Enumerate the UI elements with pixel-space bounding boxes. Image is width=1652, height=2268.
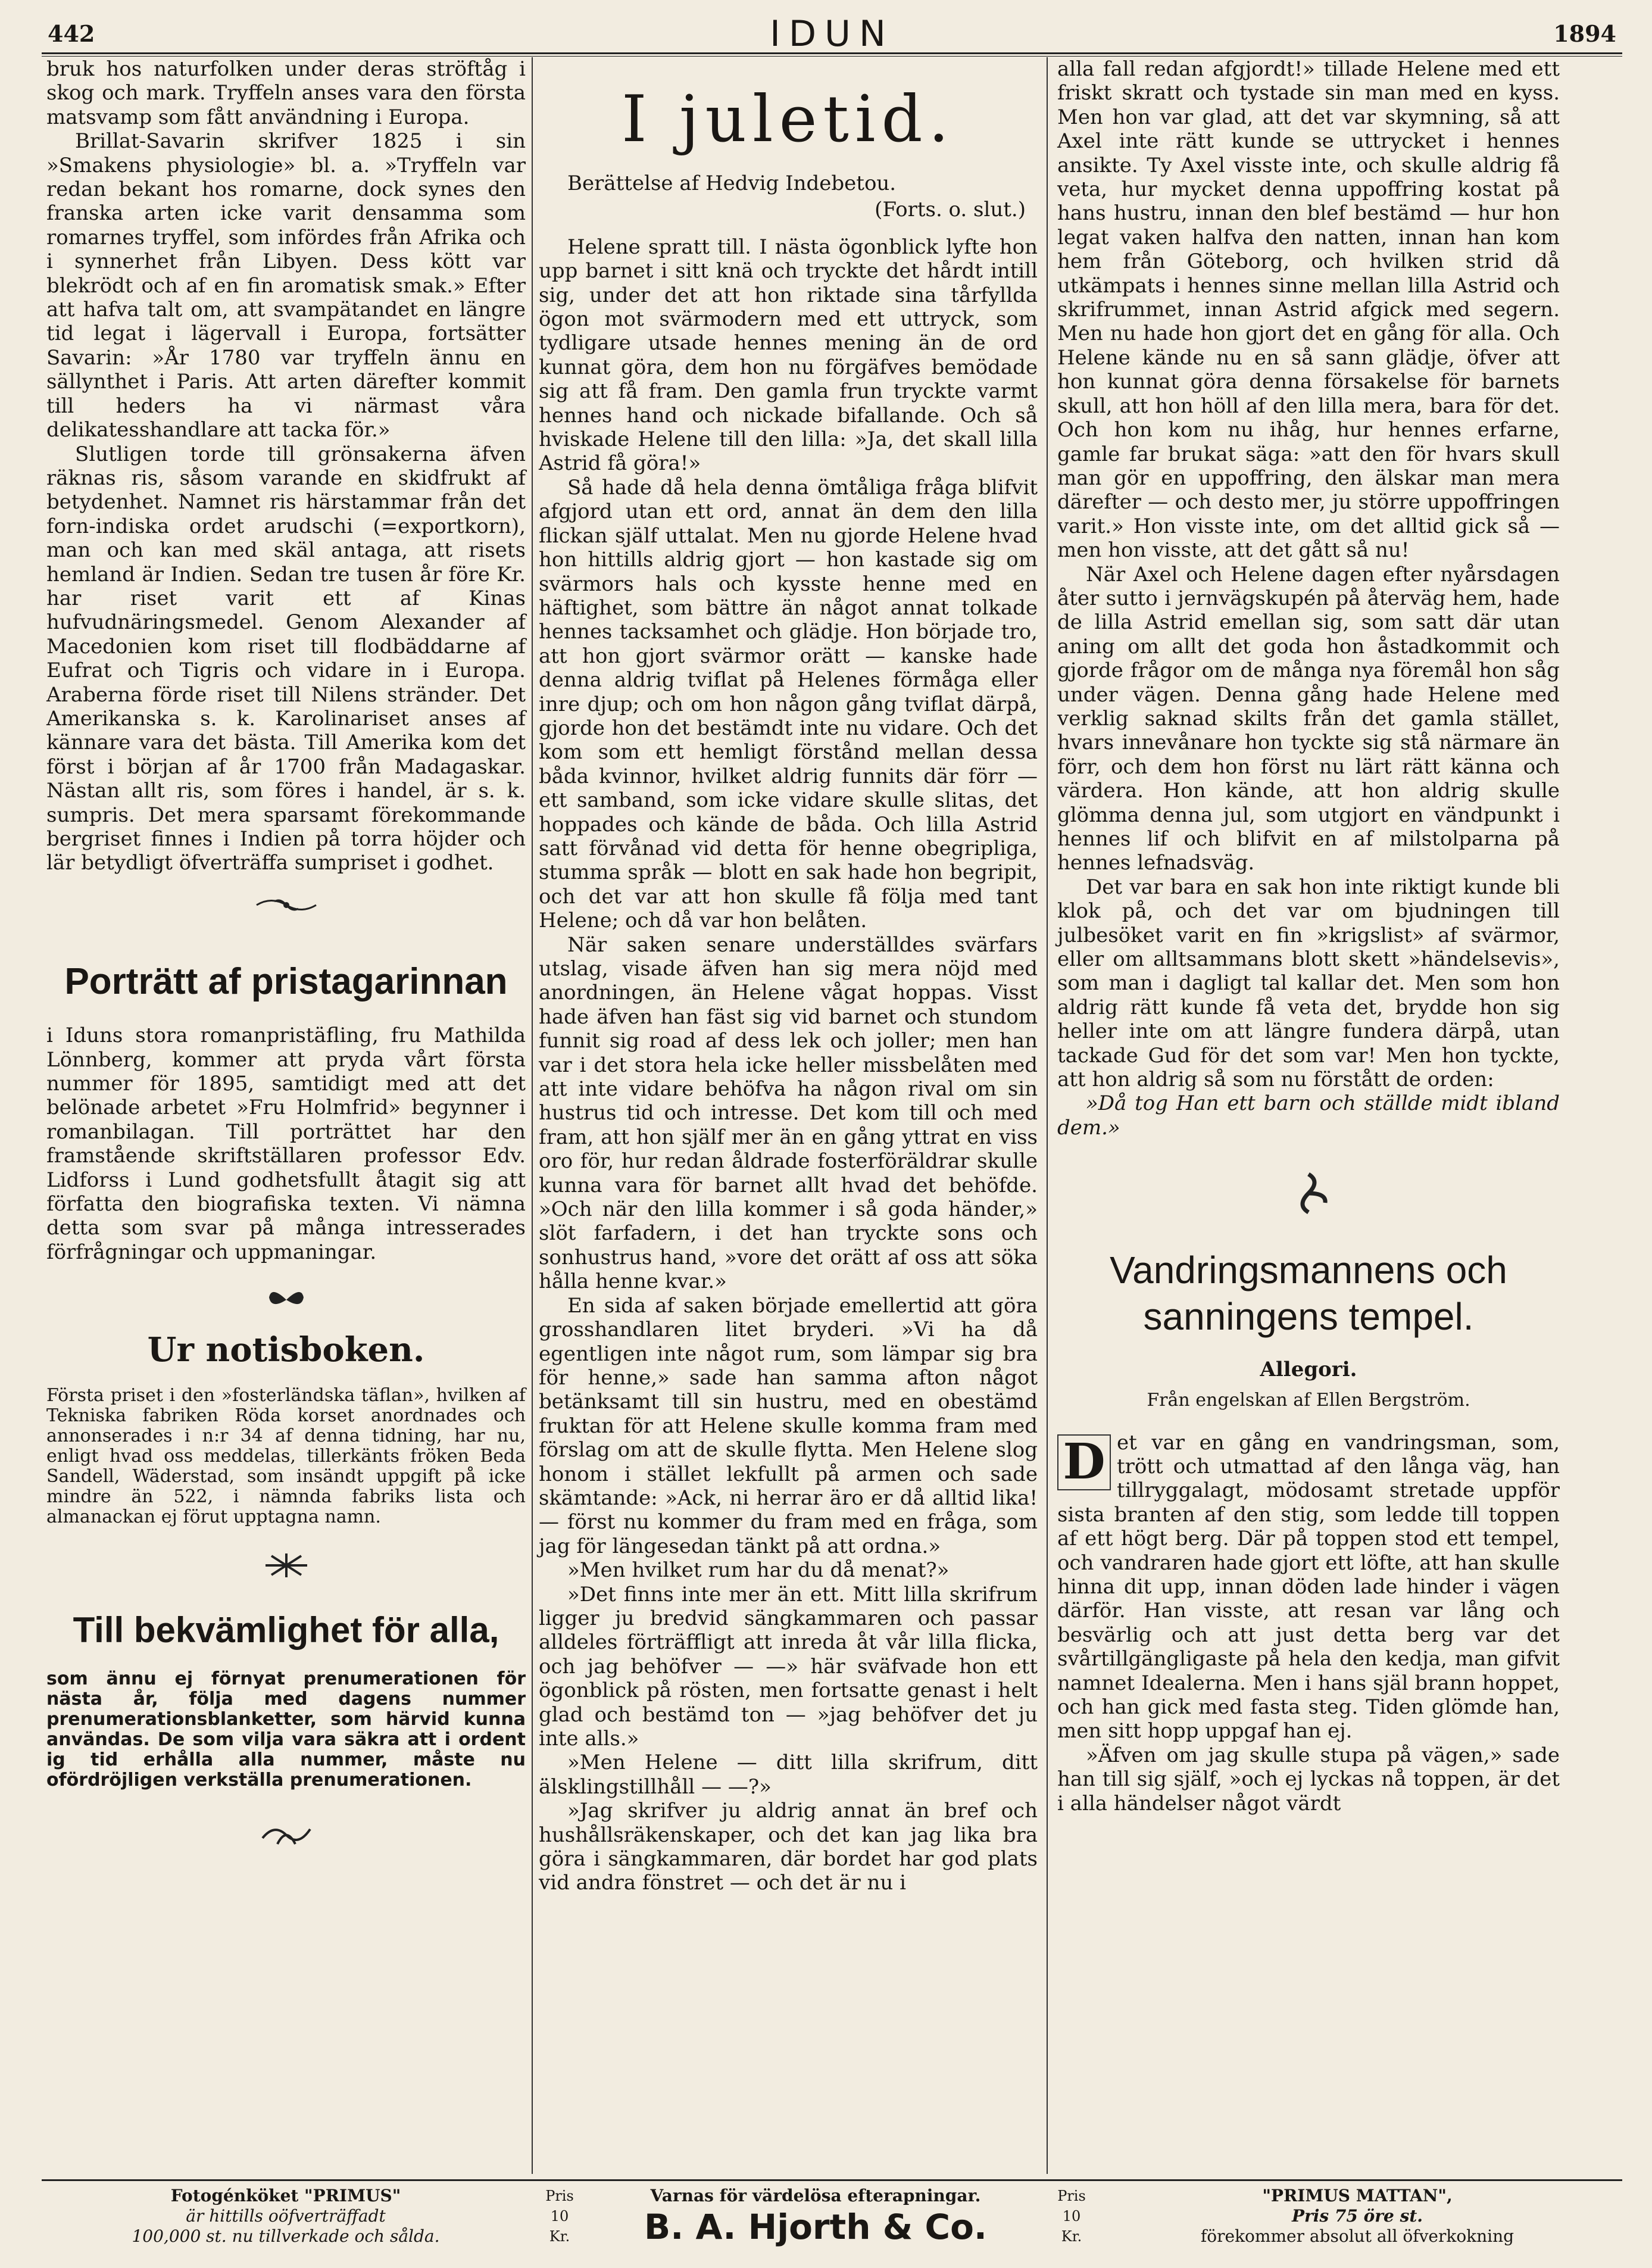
drop-cap: D: [1057, 1434, 1111, 1490]
advertisement-strip: [42, 2179, 1622, 2268]
subscription-notice: som ännu ej förnyat prenumerationen för nästa år, följa med dagens nummer prenumerationsblanketter, som härvid kunna användas. De som vilja vara säkra att i ordent ig tid erhålla alla nummer, måste nu ofördröjligen verkställa prenumerationen.: [46, 1668, 526, 1790]
column-divider-1: [532, 57, 533, 2174]
allegory-paragraph: et var en gång en vandringsman, som, trött och utmattad af den långa väg, han tillryggalagt, mödosamt stretade uppför sista branten af den stig, som ledde till toppen af ett högt berg. Där på toppen stod ett tempel, och vandraren hade gjort ett löfte, att han skulle hinna dit upp, innan döden lade hinder i vägen därför. Han visste, att resan var lång och besvärlig och att just detta berg var det svårtillgängligaste på hela den kedja, man gifvit namnet Idealerna. Men i hans själ brann hoppet, och han gick med fasta steg. Tiden glömde han, men sitt hopp uppgaf han ej.: [1057, 1430, 1560, 1743]
price-label: Pris 10 Kr.: [545, 2188, 574, 2245]
mattan-ad-heading: "PRIMUS MATTAN",: [1262, 2186, 1453, 2205]
story-paragraph: När saken senare underställdes svärfars utslag, visade äfven han sig mera nöjd med anordningen, än Helene vågat hoppas. Visst hade äfven han fäst sig vid barnet och stundom funnit sig road af dess lek och joller; men han var i det stora hela icke heller missbelåten med att inte vidare behöfva ha någon rival om sin hustrus tid och intresse. Det kom till och med fram, att hon själf mer än en gång yttrat en viss oro för, hur redan åldrade fosterföräldrar skulle kunna vara för barnet allt hvad det behöfde. »Och när den lilla kommer i så goda händer,» slöt farfadern, i det han tryckte sons och sonhustrus hand, »vore det orätt af oss att söka hålla henne kvar.»: [539, 932, 1038, 1294]
story-continuation: (Forts. o. slut.): [875, 198, 1026, 222]
page-header: [42, 13, 1622, 55]
notis-text: Första priset i den »fosterländska täflan», hvilken af Tekniska fabriken Röda korset anordnades och annonserades i n:r 34 af denna tidning, har nu, enligt hvad oss meddelas, tillerkänts fröken Beda Sandell, Wäderstad, som insändt uppgift på icke mindre än 522, i nämnda fabriks lista och almanackan ej förut upptagna namn.: [46, 1385, 526, 1528]
butterfly-ornament: [46, 1286, 526, 1319]
price-sidebar-right: [1054, 2186, 1089, 2263]
mattan-ad-price: Pris 75 öre st.: [1291, 2206, 1423, 2226]
column-1: [46, 57, 526, 1864]
masthead-title: IDUN: [770, 13, 894, 55]
price-label: Pris 10 Kr.: [1057, 2188, 1086, 2245]
page-number: 442: [48, 20, 95, 47]
portrait-heading: Porträtt af pristagarinnan: [64, 961, 508, 1003]
page-year: 1894: [1553, 20, 1616, 47]
col1-paragraph: bruk hos naturfolken under deras ströftåg i skog och mark. Tryffeln anses vara den första matsvamp som fått användning i Europa.: [46, 57, 526, 129]
story-title: I juletid.: [622, 82, 955, 157]
story-paragraph: »Men hvilket rum har du då menat?»: [567, 1558, 950, 1583]
story-paragraph: Helene spratt till. I nästa ögonblick lyfte hon upp barnet i sitt knä och tryckte det hårdt intill sig, under det att hon riktade sina tårfyllda ögon mot svärmodern med ett uttryck, som tydligare utsade hennes mening än de ord kunnat göra, dem hon nu förgäfves bemödade sig att få fram. Den gamla frun tryckte varmt hennes hand och nickade bifallande. Och så hviskade Helene till den lilla: »Ja, det skall lilla Astrid få göra!»: [539, 235, 1038, 476]
bekv-heading: Till bekvämlighet för alla,: [73, 1609, 499, 1650]
mattan-ad-line: förekommer absolut all öfverkokning: [1200, 2226, 1514, 2246]
bottom-ornament: [46, 1820, 526, 1853]
column-3: [1057, 57, 1560, 1815]
primus-ad-heading: Fotogénköket "PRIMUS": [170, 2186, 401, 2205]
story-paragraph: En sida af saken började emellertid att göra grosshandlaren litet bryderi. »Vi ha då egentligen inte något rum, som lämpar sig bra för henne,» sade han samma afton något betänksamt till sin hustru, med en obestämd fruktan för att Helene skulle komma fram med förslag om att de skulle flytta. Men Helene slog honom i stället lekfullt på armen och sade skämtande: »Ack, ni herrar äro er då alltid lika! — först nu kommer du fram med en fråga, som jag för längesedan tänkt på att ordna.»: [539, 1293, 1038, 1558]
column-2: [539, 57, 1038, 1895]
price-sidebar-left: [542, 2186, 577, 2263]
hjorth-ad: [580, 2186, 1051, 2263]
allegory-translator: Från engelskan af Ellen Bergström.: [1147, 1390, 1470, 1411]
story-paragraph: »Jag skrifver ju aldrig annat än bref och hushållsräkenskaper, och det kan jag lika bra göra i sängkammaren, där bordet har god plats vid andra fönstret — och det är nu i: [539, 1799, 1038, 1895]
allegory-subtitle: Allegori.: [1260, 1357, 1357, 1381]
col1-paragraph: Slutligen torde till grönsakerna äfven räknas ris, såsom varande en skidfrukt af betydenhet. Namnet ris härstammar från det forn-indiska ordet arudschi (=exportkorn), man och kan med skäl antaga, att risets hemland är Indien. Sedan tre tusen år före Kr. har riset varit ett af Kinas hufvudnäringsmedel. Genom Alexander af Macedonien kom riset till flodbäddarne af Eufrat och Tigris och vidare in i Europa. Araberna förde riset till Nilens stränder. Det Amerikanska s. k. Karolinariset anses af kännare vara det bästa. Till Amerika kom det först i början af år 1700 från Madagaskar. Nästan allt ris, som föres i handel, är s. k. sumpris. Det mera sparsamt förekommande bergriset finnes i Indien på torra höjder och lär betydligt öfverträffa sumpriset i godhet.: [46, 442, 526, 875]
story-paragraph: Så hade då hela denna ömtåliga fråga blifvit afgjord utan ett ord, annat än dem den lilla flickan själf uttalat. Men nu gjorde Helene hvad hon hittills aldrig gjort — hon kastade sig om svärmors hals och kysste henne med en häftighet, som bättre än något annat tolkade hennes tacksamhet och glädje. Hon började tro, att hon gjort svärmor orätt — kanske hade denna aldrig tviflat på Helenes förmåga eller inre djup; och om hon någon gång tviflat därpå, gjorde hon det bestämdt inte nu vidare. Och det kom som ett hemligt förstånd mellan dessa båda kvinnor, hvilket aldrig funnits där förr — ett samband, som icke vidare skulle slitas, det hoppades och kände de båda. Och lilla Astrid satt förvånad vid detta för henne obegripliga, stumma språk — blott en sak hade hon begripit, och det var att hon skulle få följa med tant Helene; och då var hon belåten.: [539, 475, 1038, 933]
story-paragraph: »Det finns inte mer än ett. Mitt lilla skrifrum ligger ju bredvid sängkammaren och passar alldeles förträffligt att inreda åt vår lilla flicka, och jag behöfver — —» här sväfvade hon ett ögonblick på rösten, men fortsatte genast i helt glad och bestämd ton — »jag behöfver det ju inte alls.»: [539, 1582, 1038, 1751]
header-rule-thin: [42, 56, 1622, 57]
primus-ad-line: är hittills oöfverträffadt: [186, 2206, 386, 2226]
hjorth-ad-warning: Varnas för värdelösa efterapningar.: [650, 2186, 981, 2205]
primus-ad: [42, 2186, 530, 2263]
fleuron-ornament: [46, 893, 526, 922]
story-closing-quote: »Då tog Han ett barn och ställde midt ibland dem.»: [1057, 1091, 1560, 1140]
story-paragraph: Det var bara en sak hon inte riktigt kunde bli klok på, och det var om bjudningen till julbesöket varit en fin »krigslist» af svärmor, eller om alltsammans blott skett »händelsevis», som man i dagligt tal kallar det. Men som hon aldrig rätt kunde få veta det, brydde hon sig heller inte om att längre fundera därpå, utan tackade Gud för det som var! Men hon tyckte, att hon aldrig så som nu förstått de orden:: [1057, 875, 1560, 1092]
hjorth-ad-company: B. A. Hjorth & Co.: [644, 2207, 987, 2247]
story-byline: Berättelse af Hedvig Indebetou.: [567, 171, 897, 195]
notis-heading: Ur notisboken.: [147, 1330, 425, 1369]
portrait-notice: i Iduns stora romanpristäfling, fru Mathilda Lönnberg, kommer att pryda vårt första nummer för 1895, samtidigt med att det belönade arbetet »Fru Holmfrid» begynner i romanbilagan. Till porträttet har den framstående skriftställaren professor Edv. Lidforss i Lund godhetsfullt åtagit sig att författa den biografiska texten. Vi nämna detta som svar på många intresserades förfrågningar och uppmaningar.: [46, 1024, 526, 1264]
primus-ad-line: 100,000 st. nu tillverkade och sålda.: [132, 2226, 440, 2246]
swash-ornament: [1057, 1169, 1560, 1222]
flourish-ornament: [46, 1548, 526, 1589]
allegory-paragraph: »Äfven om jag skulle stupa på vägen,» sade han till sig själf, »och ej lyckas nå toppen, är det i alla händelser något värdt: [1057, 1743, 1560, 1815]
header-rule: [42, 52, 1622, 54]
col1-paragraph: Brillat-Savarin skrifver 1825 i sin »Smakens physiologie» bl. a. »Tryffeln var redan bekant hos romarne, dock synes den franska arten icke varit densamma som romarnes tryffel, som infördes från Afrika och i synnerhet från Libyen. Dess kött var blekrödt och af en fin aromatisk smak.» Efter att hafva talt om, att svampätandet en längre tid legat i lägervall i Europa, fortsätter Savarin: »År 1780 var tryffeln ännu en sällynthet i Paris. Att arten därefter kommit till heders ha vi närmast våra delikatesshandlare att tacka för.»: [46, 129, 526, 442]
story-paragraph: alla fall redan afgjordt!» tillade Helene med ett friskt skratt och tystade sin man med en kyss. Men hon var glad, att det var skymning, så att Axel inte rätt kunde se uttrycket i hennes ansikte. Ty Axel visste inte, och skulle aldrig få veta, hur mycket denna uppoffring kostat på hans hustru, innan den blef bestämd — hur hon legat vaken halfva den natten, innan han kom hem från Göteborg, och hvilken strid då utkämpats i hennes sinne mellan lilla Astrid och skrifrummet, innan Astrid afgick med segern. Men nu hade hon gjort det en gång för alla. Och Helene kände nu en så sann glädje, öfver att hon kunnat göra denna försakelse för barnets skull, att hon höll af den lilla mera, bara för det. Och hon kom nu ihåg, hur hennes erfarne, gamle far brukat säga: »att den för hvars skull man gör en uppoffring, den älskar man mera därefter — och desto mer, ju större uppoffringen varit.» Hon visste inte, om det alltid gick så — men hon visste, att det gått så nu!: [1057, 57, 1560, 563]
column-divider-2: [1047, 57, 1048, 2174]
primus-mattan-ad: [1101, 2186, 1613, 2263]
story-paragraph: När Axel och Helene dagen efter nyårsdagen åter sutto i jernvägskupén på återväg hem, hade de lilla Astrid emellan sig, som satt där utan aning om allt det goda hon åstadkommit och gjorde frågor om de många nya föremål hon såg under vägen. Denna gång hade Helene med verklig saknad skilts från det gamla stället, hvars innevånare hon tyckte sig stå närmare än förr, och dem hon först nu lärt rätt känna och värdera. Hon kände, att hon aldrig skulle glömma denna jul, som utgjort en vändpunkt i hennes lif och blifvit en af milstolparna på hennes lefnadsväg.: [1057, 562, 1560, 875]
story-paragraph: »Men Helene — ditt lilla skrifrum, ditt älsklingstillhåll — —?»: [539, 1751, 1038, 1799]
allegory-title: Vandringsmannens och sanningens tempel.: [1110, 1248, 1507, 1338]
